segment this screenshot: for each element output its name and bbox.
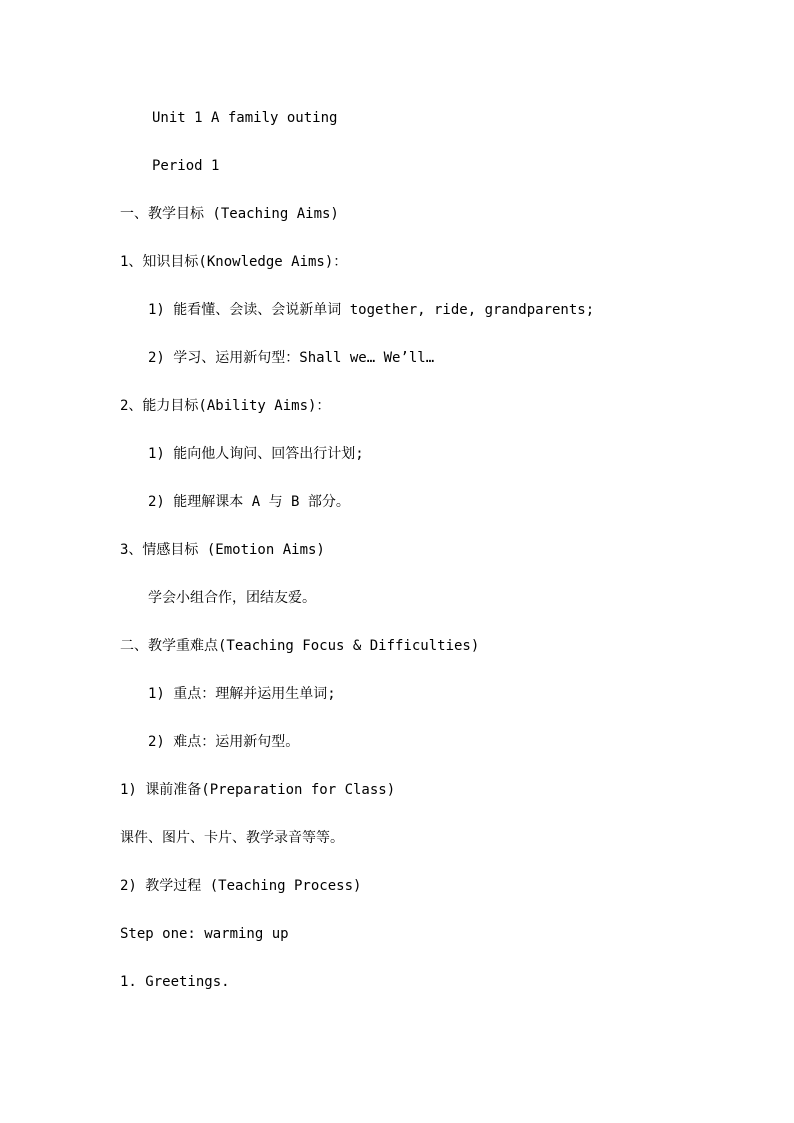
focus-item: 1) 重点：理解并运用生单词; [148,686,336,702]
preparation-heading: 1) 课前准备(Preparation for Class) [120,782,396,798]
period-label: Period 1 [152,158,220,174]
emotion-aims-text: 学会小组合作，团结友爱。 [148,590,316,606]
step-one-item: 1. Greetings. [120,974,230,990]
process-heading: 2) 教学过程 (Teaching Process) [120,878,362,894]
ability-item: 1) 能向他人询问、回答出行计划; [148,446,364,462]
section-heading-aims: 一、教学目标 (Teaching Aims) [120,206,339,222]
ability-item: 2) 能理解课本 A 与 B 部分。 [148,494,350,510]
section-heading-focus: 二、教学重难点(Teaching Focus & Difficulties) [120,638,480,654]
knowledge-item: 1) 能看懂、会读、会说新单词 together, ride, grandparents; [148,302,595,318]
knowledge-item: 2) 学习、运用新句型：Shall we… We’ll… [148,350,435,366]
preparation-text: 课件、图片、卡片、教学录音等等。 [120,830,344,846]
emotion-aims-heading: 3、情感目标 (Emotion Aims) [120,542,325,558]
ability-aims-heading: 2、能力目标(Ability Aims)： [120,398,331,414]
document-title: Unit 1 A family outing [152,110,338,126]
knowledge-aims-heading: 1、知识目标(Knowledge Aims)： [120,254,348,270]
focus-item: 2) 难点：运用新句型。 [148,734,300,750]
step-one-heading: Step one: warming up [120,926,289,942]
